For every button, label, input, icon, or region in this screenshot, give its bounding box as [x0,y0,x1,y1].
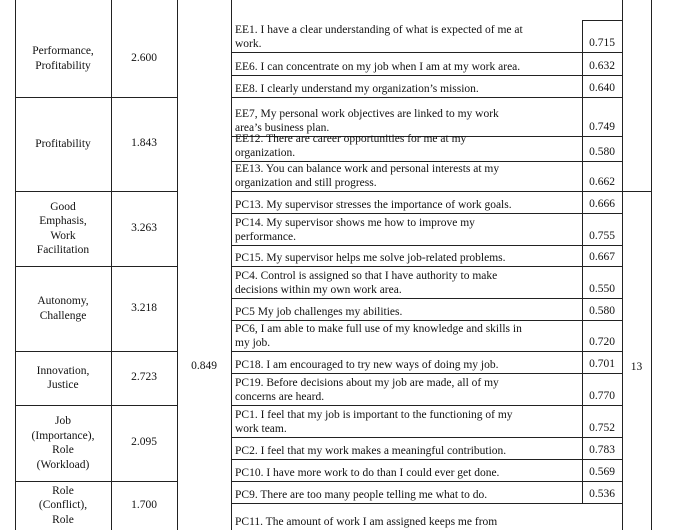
loading-value: 0.715 [589,37,615,49]
loading-value: 0.755 [589,230,615,242]
loading-value: 0.536 [589,488,615,500]
category-line: Role [52,513,74,526]
item-text: PC19. Before decisions about my job are made, all of my [235,377,499,389]
group-rule [15,191,177,192]
item-text: organization and still progress. [235,177,377,189]
item-text: EE1. I have a clear understanding of what is expected of me at [235,24,523,36]
rule-count [622,0,623,530]
item-text: PC9. There are too many people telling me what to do. [235,489,488,501]
category-line: (Workload) [36,458,90,471]
item-text: EE6. I can concentrate on my job when I am at my work area. [235,61,521,73]
loading-value: 0.580 [589,305,615,317]
item-text: PC18. I am encouraged to try new ways of doing my job. [235,359,499,371]
item-text: PC4. Control is assigned so that I have authority to make [235,270,498,282]
rule-alpha [177,0,178,530]
category-line: (Conflict), [38,499,88,512]
item-rule [231,245,622,246]
mean-value: 2.600 [131,51,157,64]
item-text: PC2. I feel that my work makes a meaningful contribution. [235,445,507,457]
category-label [15,200,111,258]
category-line: Profitability [35,59,91,72]
category-label [15,484,111,528]
item-rule [231,503,622,504]
item-text: PC13. My supervisor stresses the importance of work goals. [235,199,512,211]
loading-value: 0.640 [589,82,615,94]
loading-value: 0.569 [589,466,615,478]
loading-value: 0.550 [589,283,615,295]
category-label [15,44,111,73]
item-text: EE8. I clearly understand my organization’s mission. [235,83,479,95]
item-rule [231,213,622,214]
category-line: Challenge [39,309,87,322]
item-rule [231,373,622,374]
rule-item [231,0,232,530]
item-rule [582,20,622,21]
loading-value: 0.632 [589,60,615,72]
item-text: EE13. You can balance work and personal interests at my [235,163,500,175]
rule-right [651,0,652,530]
mean-value: 1.700 [131,498,157,511]
category-line: Good [50,200,76,213]
item-rule [231,97,622,98]
category-label [15,294,111,323]
category-label [15,137,111,152]
loading-value: 0.752 [589,422,615,434]
item-text: PC6, I am able to make full use of my knowledge and skills in [235,323,522,335]
item-rule [231,459,622,460]
item-rule [231,437,622,438]
mean-value: 1.843 [131,137,157,149]
category-line: Work [50,229,76,242]
item-text: PC14. My supervisor shows me how to improve my [235,217,475,229]
category-line: Profitability [35,137,91,150]
rule-mean [111,0,112,530]
count-rule [622,191,651,192]
item-rule [231,320,622,321]
category-line: Role [52,484,74,497]
mean-value: 2.723 [131,371,157,383]
item-text: concerns are heard. [235,391,325,403]
item-rule [231,405,622,406]
loading-value: 0.783 [589,444,615,456]
category-line: Role [52,444,74,456]
item-rule [231,75,622,76]
item-text: PC10. I have more work to do than I could ever get done. [235,467,500,479]
item-text: work team. [235,423,287,435]
category-line: Innovation, [36,364,90,377]
item-text: EE12. There are career opportunities for me at my [235,133,467,145]
item-text: my job. [235,337,271,349]
item-rule [231,351,622,352]
item-text: EE7, My personal work objectives are linked to my work [235,108,499,120]
category-line: Performance, [32,45,94,57]
loading-value: 0.580 [589,146,615,158]
group-rule [15,97,177,98]
loading-value: 0.720 [589,336,615,348]
item-text: organization. [235,147,296,159]
item-text: PC15. My supervisor helps me solve job-related problems. [235,252,506,264]
loading-value: 0.749 [589,121,615,133]
item-count: 13 [630,361,643,373]
category-line: Job [55,415,71,427]
item-rule [231,52,622,53]
item-rule [231,481,622,482]
category-line: Justice [47,379,79,391]
item-rule [231,266,622,267]
loading-value: 0.662 [589,176,615,188]
category-line: (Importance), [31,429,95,442]
category-label [15,364,111,393]
category-line: Autonomy, [37,295,89,307]
category-line: Facilitation [36,244,90,256]
item-text: PC11. The amount of work I am assigned keeps me from [235,516,498,528]
item-rule [231,191,622,192]
item-text: area’s business plan. [235,122,330,134]
alpha-value: 0.849 [191,360,217,372]
group-rule [15,351,177,352]
group-rule [15,266,177,267]
item-text: decisions within my own work area. [235,284,402,296]
mean-value: 2.095 [131,436,157,448]
category-line: Emphasis, [39,215,87,227]
item-rule [231,298,622,299]
item-text: work. [235,38,262,50]
loading-value: 0.667 [589,251,615,263]
group-rule [15,405,177,406]
loading-value: 0.701 [589,358,615,370]
item-text: PC5 My job challenges my abilities. [235,306,403,318]
category-label [15,414,111,472]
mean-value: 3.263 [131,221,157,234]
loading-value: 0.666 [589,198,615,210]
loading-value: 0.770 [589,390,615,402]
item-text: PC1. I feel that my job is important to the functioning of my [235,409,513,421]
mean-value: 3.218 [131,301,157,314]
item-text: performance. [235,231,296,243]
group-rule [15,481,177,482]
